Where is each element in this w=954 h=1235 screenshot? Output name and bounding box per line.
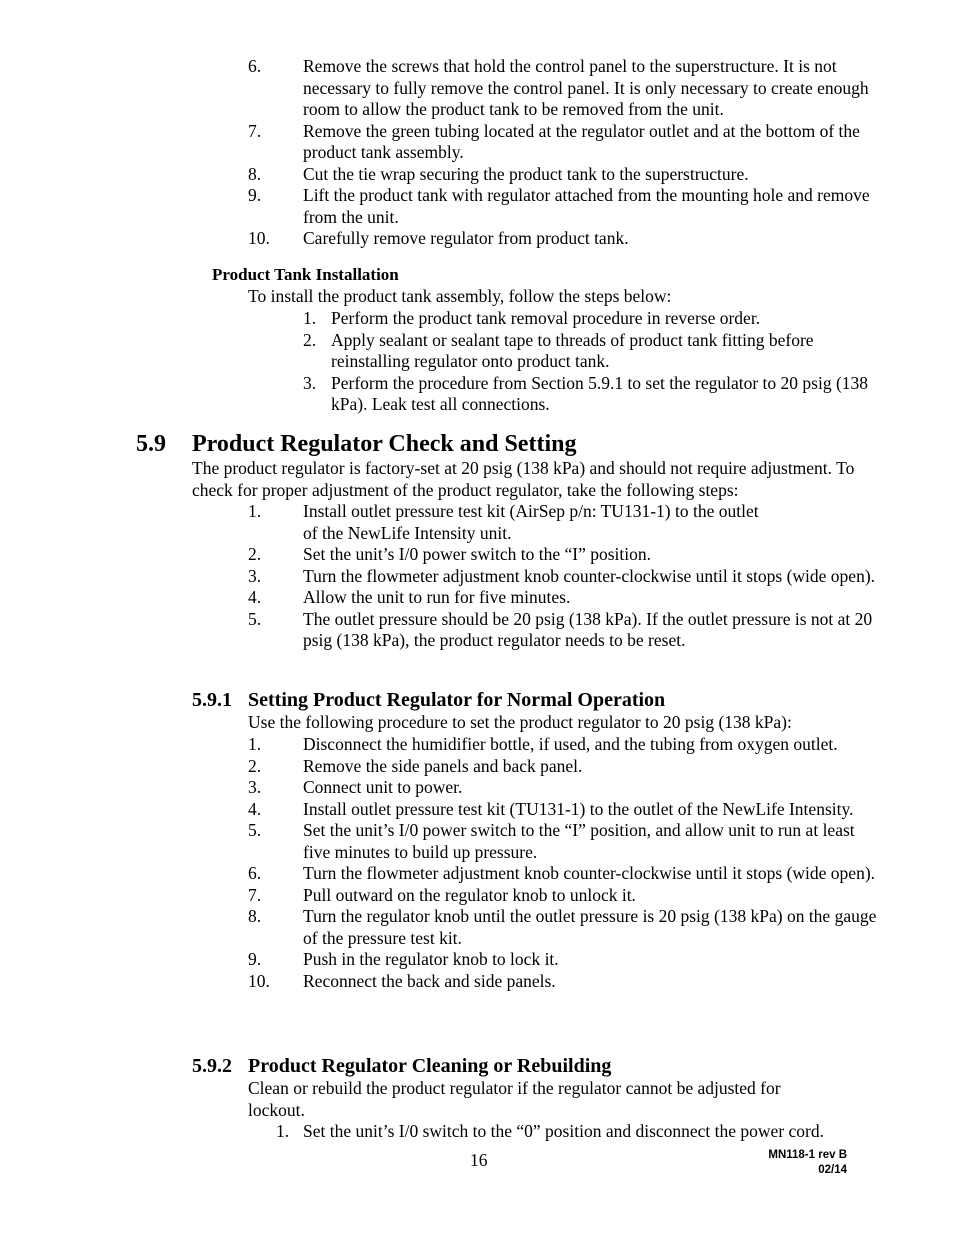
section-5-9-1-intro: Use the following procedure to set the product regulator to 20 psig (138 kPa): [248, 712, 792, 732]
section-5-9-2-heading [192, 1054, 611, 1078]
list-item: 1. Install outlet pressure test kit (AirSep p/n: TU131-1) to the outlet of the NewLife Intensity unit. [248, 501, 759, 543]
tank-install-intro: To install the product tank assembly, follow the steps below: [248, 286, 672, 306]
section-5-9-intro: The product regulator is factory-set at 20 psig (138 kPa) and should not require adjustment. To check for proper adjustment of the product regulator, take the following steps: [192, 458, 855, 500]
list-item: 1. Disconnect the humidifier bottle, if used, and the tubing from oxygen outlet. [248, 734, 838, 754]
list-item: 8. Cut the tie wrap securing the product tank to the superstructure. [248, 163, 749, 184]
section-title: Setting Product Regulator for Normal Operation [248, 689, 666, 711]
section-5-9-2-steps-list [0, 1121, 954, 1143]
list-item: 4. Allow the unit to run for five minutes. [248, 587, 571, 607]
tank-install-steps-list [0, 308, 954, 416]
section-title: Product Regulator Check and Setting [192, 431, 577, 457]
section-number: 5.9.2 [192, 1055, 232, 1077]
list-item: 3. Turn the flowmeter adjustment knob counter-clockwise until it stops (wide open). [248, 565, 876, 586]
list-item: 10. Carefully remove regulator from product tank. [248, 228, 629, 248]
section-number: 5.9.1 [192, 689, 232, 711]
section-5-9-heading [136, 430, 576, 458]
list-item: 7. Remove the green tubing located at the regulator outlet and at the bottom of the product tank assembly. [248, 120, 860, 162]
section-number: 5.9 [136, 431, 166, 457]
list-item: 2. Set the unit’s I/0 power switch to the “I” position. [248, 544, 652, 564]
section-5-9-1-steps-list [0, 734, 954, 992]
document-revision: MN118-1 rev B [768, 1149, 847, 1161]
list-item: 2. Remove the side panels and back panel. [248, 755, 583, 776]
list-item: 9. Lift the product tank with regulator attached from the mounting hole and remove from the unit. [248, 185, 870, 227]
section-5-9-1-heading [192, 688, 665, 712]
list-item: 9. Push in the regulator knob to lock it. [248, 949, 559, 969]
section-title: Product Regulator Cleaning or Rebuilding [248, 1055, 612, 1077]
list-item: 1. Set the unit’s I/0 switch to the “0” position and disconnect the power cord. [276, 1121, 825, 1141]
removal-steps-list [0, 56, 954, 250]
tank-install-heading: Product Tank Installation [212, 265, 399, 284]
document-id [768, 1148, 847, 1178]
list-item: 5. The outlet pressure should be 20 psig (138 kPa). If the outlet pressure is not at 20 psig (138 kPa), the product regulator needs to be reset. [248, 608, 873, 650]
list-item: 2. Apply sealant or sealant tape to threads of product tank fitting before reinstalling regulator onto product tank. [303, 329, 814, 371]
list-item: 10. Reconnect the back and side panels. [248, 970, 556, 991]
document-date: 02/14 [818, 1164, 847, 1176]
list-item: 4. Install outlet pressure test kit (TU131-1) to the outlet of the NewLife Intensity. [248, 798, 854, 819]
list-item: 3. Perform the procedure from Section 5.9.1 to set the regulator to 20 psig (138 kPa). Leak test all connections. [303, 372, 869, 414]
list-item: 5. Set the unit’s I/0 power switch to the “I” position, and allow unit to run at least five minutes to build up pressure. [248, 820, 855, 862]
section-5-9-steps-list [0, 501, 954, 652]
list-item: 6. Turn the flowmeter adjustment knob counter-clockwise until it stops (wide open). [248, 863, 876, 883]
list-item: 7. Pull outward on the regulator knob to unlock it. [248, 884, 636, 905]
list-item: 6. Remove the screws that hold the control panel to the superstructure. It is not necessary to fully remove the control panel. It is only necessary to create enough room to allow the product tank to be removed from the unit. [248, 56, 869, 119]
list-item: 1. Perform the product tank removal procedure in reverse order. [303, 308, 761, 328]
list-item: 8. Turn the regulator knob until the outlet pressure is 20 psig (138 kPa) on the gauge of the pressure test kit. [248, 906, 877, 948]
section-5-9-2-intro: Clean or rebuild the product regulator if the regulator cannot be adjusted for lockout. [248, 1078, 781, 1120]
page-number: 16 [470, 1150, 488, 1170]
list-item: 3. Connect unit to power. [248, 777, 463, 797]
